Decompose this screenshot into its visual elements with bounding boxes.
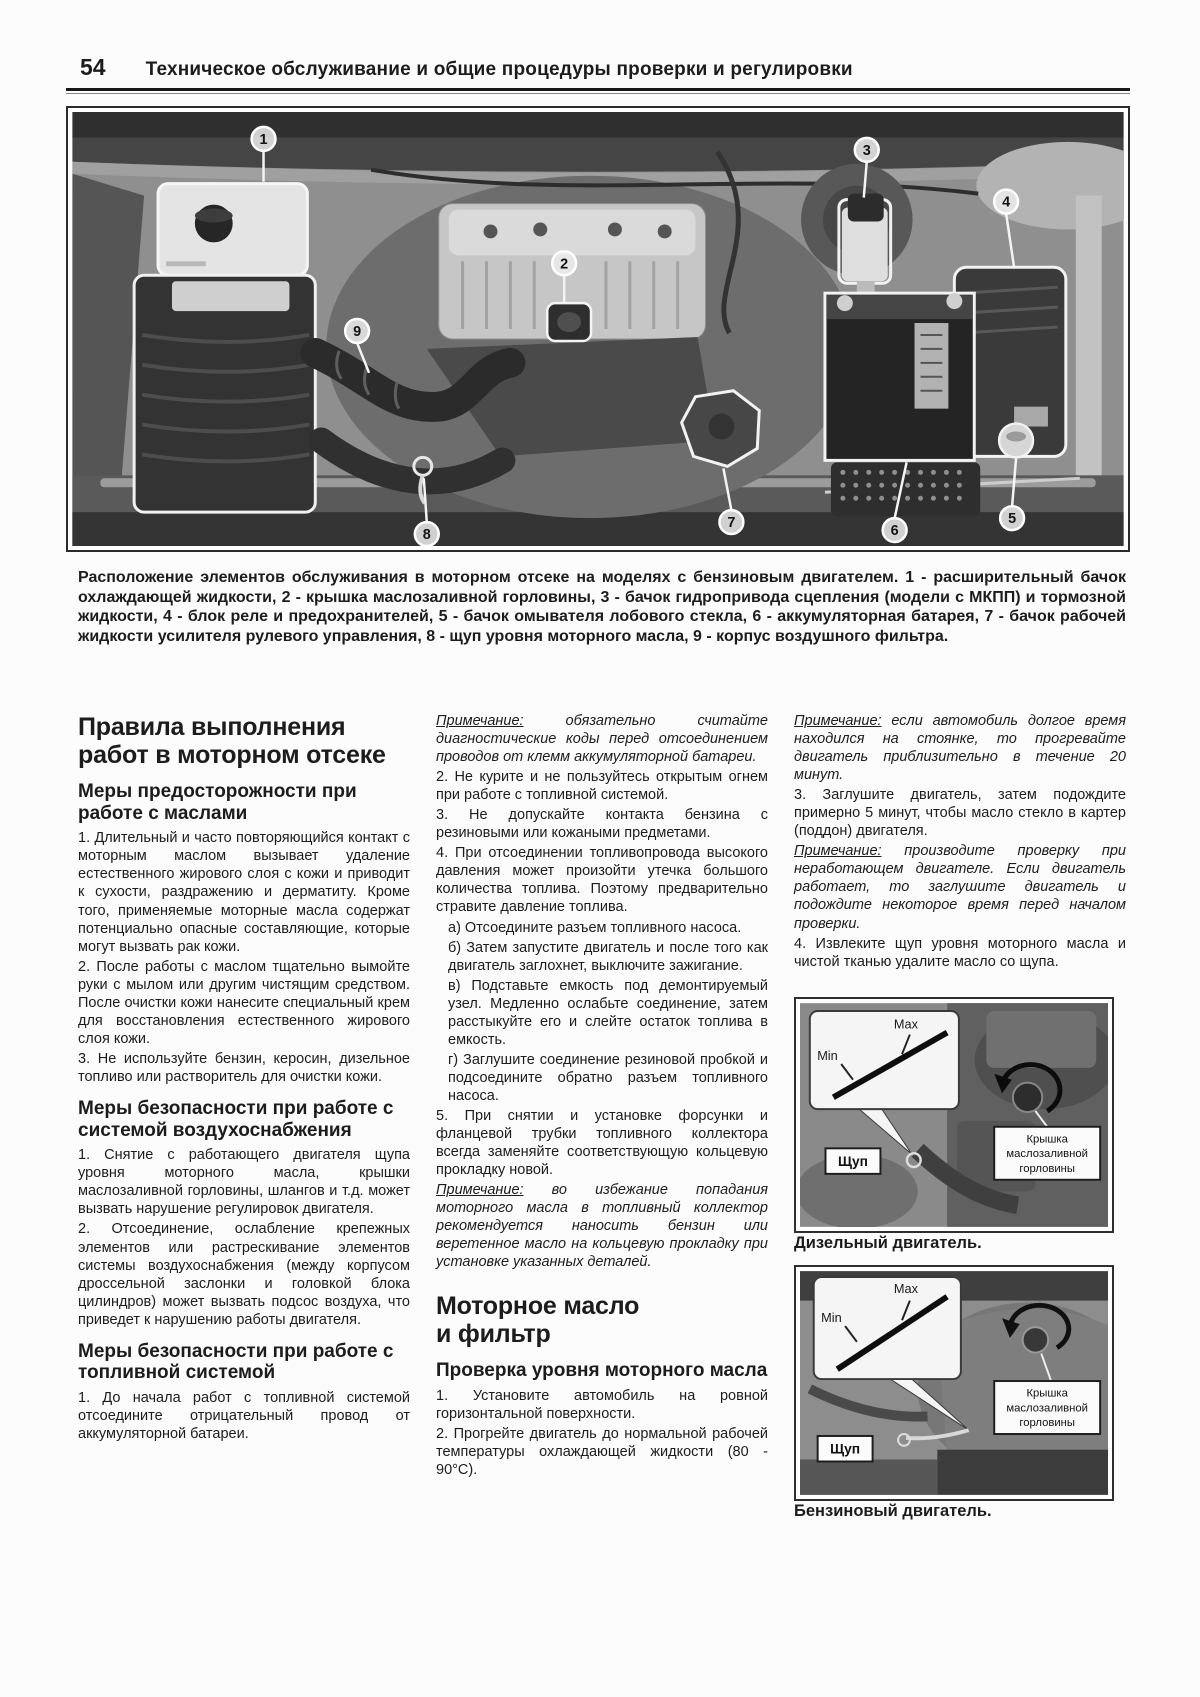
subsection-heading: Меры предосторожности при работе с маслами xyxy=(78,781,357,824)
air-filter-housing xyxy=(134,275,315,512)
main-figure-caption: Расположение элементов обслуживания в моторном отсеке на моделях с бензиновым двигателем. 1 - расширительный бачок охлаждающей жидкости, 2 - крышка маслозаливной горловины, 3 - бачок гидропривода сцепления (модели с МКПП) и тормозной жидкости, 4 - блок реле и предохранителей, 5 - бачок омывателя лобового стекла, 6 - аккумуляторная батарея, 7 - бачок рабочей жидкости усилителя рулевого управления, 8 - щуп уровня моторного масла, 9 - корпус воздушного фильтра. xyxy=(78,569,1126,646)
max-mark-label: Max xyxy=(893,1016,918,1032)
note: Примечание: во избежание попадания моторного масла в топливный коллектор рекомендуется наносить бензин или веретенное масло на кольцевую прокладку при установке указанных деталей. xyxy=(436,1182,768,1271)
filler-cap-label xyxy=(994,1381,1100,1434)
paragraph: 3. Не допускайте контакта бензина с резиновыми или кожаными предметами. xyxy=(436,807,768,842)
callout-3 xyxy=(855,138,879,162)
svg-text:8: 8 xyxy=(422,527,431,544)
svg-text:6: 6 xyxy=(890,523,899,540)
min-mark-label: Min xyxy=(821,1310,842,1326)
svg-text:9: 9 xyxy=(353,323,362,340)
brake-fluid-reservoir xyxy=(839,194,891,300)
callout-2 xyxy=(552,251,576,275)
header-rule xyxy=(66,88,1130,91)
paragraph: 1. Длительный и часто повторяющийся контакт с моторным маслом вызывает удаление естественного жирового слоя с кожи и приводит к сухости, раздражению и дерматиту. Кроме того, применяемые моторные масла содержат потенциально опасные составляющие, которые могут вызвать рак кожи. xyxy=(78,830,410,955)
diesel-figure-caption: Дизельный двигатель. xyxy=(794,1233,982,1252)
note: Примечание: обязательно считайте диагностические коды перед отсоединением проводов от клемм аккумуляторной батареи. xyxy=(436,713,768,766)
dipstick-label xyxy=(818,1436,873,1462)
paragraph: 4. Извлеките щуп уровня моторного масла и чистой тканью удалите масло со щупа. xyxy=(794,935,1126,970)
paragraph: 1. Снятие с работающего двигателя щупа уровня моторного масла, крышки маслозаливной горловины, шлангов и т.д. может вызвать нарушение регулировок двигателя. xyxy=(78,1147,410,1218)
callout-1 xyxy=(252,127,276,151)
svg-text:4: 4 xyxy=(1002,194,1011,211)
callout-5 xyxy=(1000,506,1024,530)
svg-text:2: 2 xyxy=(560,256,569,273)
petrol-engine-photo xyxy=(800,1271,1108,1495)
svg-text:горловины: горловины xyxy=(1019,1417,1075,1430)
svg-text:3: 3 xyxy=(862,142,871,159)
paragraph: 3. Не используйте бензин, керосин, дизельное топливо или растворитель для очистки кожи. xyxy=(78,1050,410,1085)
petrol-dipstick-figure xyxy=(794,1265,1114,1501)
callout-4 xyxy=(994,190,1018,214)
callout-8 xyxy=(415,522,439,546)
svg-text:7: 7 xyxy=(727,515,736,532)
note: Примечание: производите проверку при неработающем двигателе. Если двигатель работает, то заглушите двигатель и подождите некоторое время перед началом проверки. xyxy=(794,843,1126,932)
oil-filler-cap xyxy=(547,303,591,341)
paragraph: 4. При отсоединении топливопровода высокого давления может произойти утечка большого количества топлива. Поэтому предварительно стравите давление топлива. xyxy=(436,845,768,916)
right-fender-edge xyxy=(1076,196,1102,495)
paragraph: 3. Заглушите двигатель, затем подождите примерно 5 минут, чтобы масло стекло в картер (поддон) двигателя. xyxy=(794,787,1126,840)
svg-text:горловины: горловины xyxy=(1019,1162,1075,1175)
max-mark-label: Max xyxy=(893,1280,918,1296)
callout-9 xyxy=(345,319,369,343)
list-item: б) Затем запустите двигатель и после того как двигатель заглохнет, выключите зажигание. xyxy=(448,939,768,974)
washer-reservoir-cap xyxy=(999,424,1033,458)
callout-6 xyxy=(883,518,907,542)
svg-text:маслозаливной: маслозаливной xyxy=(1006,1147,1088,1160)
paragraph: 1. До начала работ с топливной системой отсоедините отрицательный провод от аккумуляторной батареи. xyxy=(78,1390,410,1443)
cowl-panel xyxy=(72,138,1123,172)
list-item: а) Отсоедините разъем топливного насоса. xyxy=(448,919,742,936)
engine-bay-figure xyxy=(66,106,1130,552)
text-columns xyxy=(78,712,1126,1524)
subsection-heading: Меры безопасности при работе с топливной системой xyxy=(78,1340,394,1384)
page-number: 54 xyxy=(80,54,106,80)
section-heading: Правила выполнения работ в моторном отсеке xyxy=(78,713,386,769)
callout-7 xyxy=(719,510,743,534)
page-header xyxy=(80,54,1130,81)
column-middle xyxy=(436,712,768,1524)
list-item: в) Подставьте емкость под демонтируемый узел. Медленно ослабьте соединение, затем расстыкуйте его и слейте остаток топлива в емкость. xyxy=(448,977,768,1048)
svg-text:Крышка: Крышка xyxy=(1026,1387,1068,1400)
paragraph: 2. После работы с маслом тщательно вымойте руки с мылом или другим чистящим средством. После очистки кожи нанесите специальный крем для восстановления естественного жирового слоя кожи. xyxy=(78,958,410,1047)
paragraph: 5. При снятии и установке форсунки и фланцевой трубки топливного коллектора всегда заменяйте соответствующую кольцевую прокладку новой. xyxy=(436,1107,768,1179)
subsection-heading: Проверка уровня моторного масла xyxy=(436,1360,768,1382)
paragraph: 2. Отсоединение, ослабление крепежных элементов или растрескивание элементов системы воздухоснабжения (между корпусом дроссельной заслонки и головкой блока цилиндров) может вызвать подсос воздуха, что приведет к нарушению работы двигателя. xyxy=(78,1221,410,1328)
svg-text:Щуп: Щуп xyxy=(830,1441,861,1457)
section-heading: Моторное масло и фильтр xyxy=(436,1292,640,1348)
engine-bay-photo xyxy=(72,112,1124,546)
column-right xyxy=(794,712,1126,1524)
svg-text:1: 1 xyxy=(259,131,268,148)
svg-text:маслозаливной: маслозаливной xyxy=(1006,1402,1088,1415)
windshield xyxy=(72,112,1123,138)
petrol-figure-caption: Бензиновый двигатель. xyxy=(794,1502,992,1521)
filler-cap-label xyxy=(994,1126,1100,1179)
paragraph: 2. Прогрейте двигатель до нормальной рабочей температуры охлаждающей жидкости (80 - 90°С). xyxy=(436,1426,768,1479)
svg-text:5: 5 xyxy=(1008,511,1017,528)
battery xyxy=(825,293,974,460)
diesel-dipstick-figure xyxy=(794,997,1114,1233)
note: Примечание: если автомобиль долгое время находился на стоянке, то прогревайте двигатель приблизительно в течение 20 минут. xyxy=(794,713,1126,784)
chapter-title: Техническое обслуживание и общие процедуры проверки и регулировки xyxy=(145,59,853,80)
header-rule-shadow xyxy=(66,93,1130,94)
svg-text:Щуп: Щуп xyxy=(838,1153,868,1169)
dipstick-label xyxy=(826,1148,881,1174)
column-left xyxy=(78,712,410,1524)
coolant-expansion-tank xyxy=(158,184,307,276)
list-item: г) Заглушите соединение резиновой пробкой и подсоедините обратно разъем топливного насоса. xyxy=(448,1051,768,1104)
paragraph: 2. Не курите и не пользуйтесь открытым огнем при работе с топливной системой. xyxy=(436,769,768,804)
svg-text:Крышка: Крышка xyxy=(1026,1133,1068,1146)
paragraph: 1. Установите автомобиль на ровной горизонтальной поверхности. xyxy=(436,1388,768,1423)
subsection-heading: Меры безопасности при работе с системой воздухоснабжения xyxy=(78,1097,394,1141)
diesel-engine-photo xyxy=(800,1003,1108,1227)
min-mark-label: Min xyxy=(817,1047,838,1063)
